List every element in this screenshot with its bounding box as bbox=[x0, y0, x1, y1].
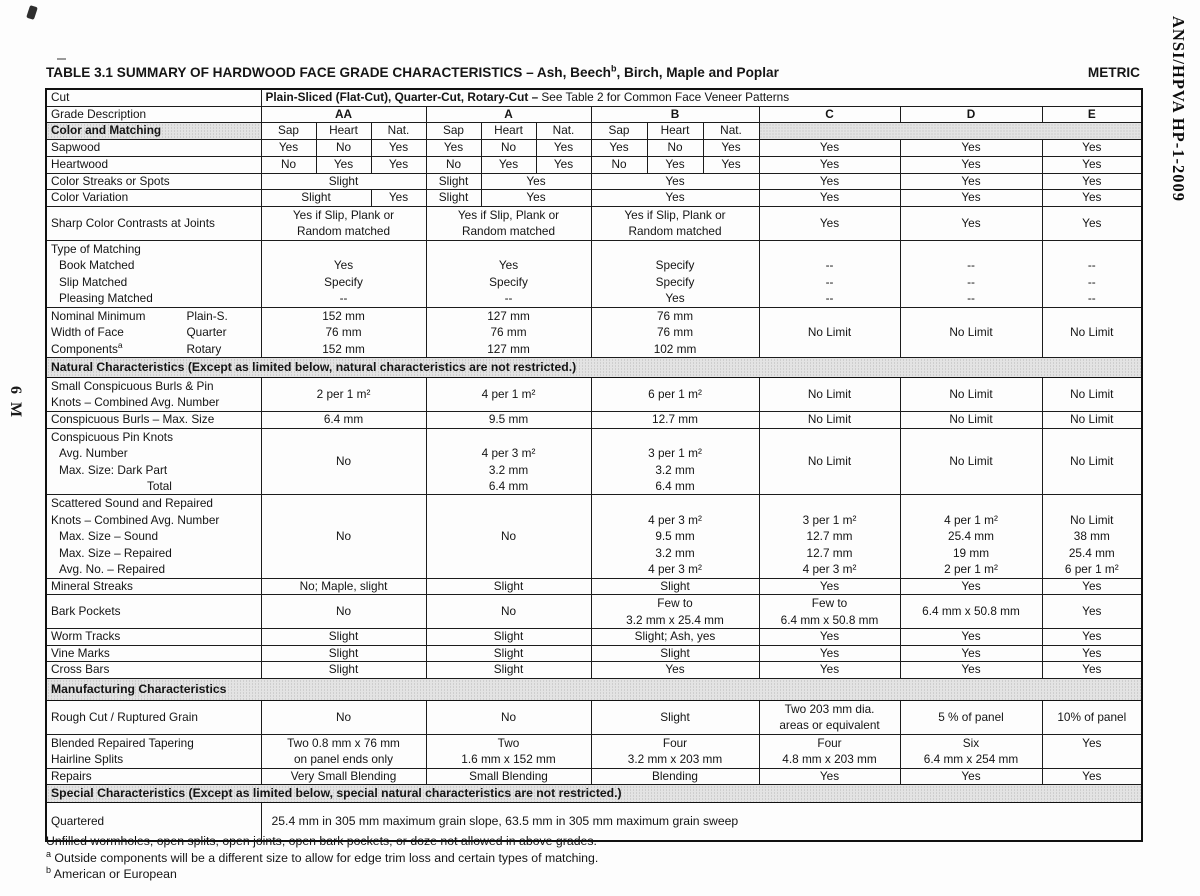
cell: Yes bbox=[371, 140, 426, 157]
row-label: Mineral Streaks bbox=[46, 578, 261, 595]
cell: Yes bbox=[371, 190, 426, 207]
cell: Yes bbox=[1042, 578, 1142, 595]
cell: Yes Specify -- bbox=[261, 240, 426, 307]
cell: Yes bbox=[900, 768, 1042, 785]
row-label: Small Conspicuous Burls & Pin Knots – Combined Avg. Number bbox=[46, 378, 261, 412]
cell: Yes bbox=[481, 190, 591, 207]
cell: No bbox=[261, 495, 426, 578]
cell: 10% of panel bbox=[1042, 701, 1142, 735]
cell: -- -- -- bbox=[759, 240, 900, 307]
cell: Yes bbox=[703, 156, 759, 173]
cell: Yes bbox=[647, 156, 703, 173]
row-label: Color Variation bbox=[46, 190, 261, 207]
subcol-header: Nat. bbox=[371, 123, 426, 140]
cell: 4 per 1 m² bbox=[426, 378, 591, 412]
section-header: Special Characteristics (Except as limited below, special natural characteristics are not restricted.) bbox=[46, 785, 1142, 803]
cell: Two 1.6 mm x 152 mm bbox=[426, 734, 591, 768]
row-sharp-color-contrasts bbox=[46, 207, 1142, 241]
row-label: Blended Repaired Tapering Hairline Splits bbox=[46, 734, 261, 768]
cell: Yes bbox=[1042, 190, 1142, 207]
cell: Yes bbox=[536, 156, 591, 173]
row-heartwood bbox=[46, 156, 1142, 173]
row-label: Quartered bbox=[46, 803, 261, 841]
row-label: Conspicuous Burls – Max. Size bbox=[46, 411, 261, 428]
cell: Yes bbox=[900, 156, 1042, 173]
row-conspicuous-burls-max bbox=[46, 411, 1142, 428]
cell: Yes bbox=[900, 140, 1042, 157]
row-label: Repairs bbox=[46, 768, 261, 785]
row-small-burls-pin-knots bbox=[46, 378, 1142, 412]
cell: 76 mm 76 mm 102 mm bbox=[591, 307, 759, 357]
cell: Few to 6.4 mm x 50.8 mm bbox=[759, 595, 900, 629]
cell: 3 per 1 m² 12.7 mm 12.7 mm 4 per 3 m² bbox=[759, 495, 900, 578]
cell: No Limit bbox=[759, 378, 900, 412]
page-number-sidebar: 6 M bbox=[7, 386, 24, 420]
cell: No bbox=[426, 701, 591, 735]
section-natural-characteristics bbox=[46, 358, 1142, 378]
cell: Yes bbox=[1042, 207, 1142, 241]
cell: No Limit bbox=[759, 411, 900, 428]
row-scattered-repaired-knots bbox=[46, 495, 1142, 578]
cell: Slight bbox=[426, 173, 481, 190]
row-label: Heartwood bbox=[46, 156, 261, 173]
cell: 152 mm 76 mm 152 mm bbox=[261, 307, 426, 357]
cell: Yes bbox=[591, 662, 759, 679]
row-label: Cross Bars bbox=[46, 662, 261, 679]
cell: Slight bbox=[426, 662, 591, 679]
row-label: Bark Pockets bbox=[46, 595, 261, 629]
row-conspicuous-pin-knots bbox=[46, 428, 1142, 495]
row-label: Color Streaks or Spots bbox=[46, 173, 261, 190]
row-nominal-minimum-width bbox=[46, 307, 1142, 357]
cell: Yes bbox=[759, 629, 900, 646]
section-special-characteristics bbox=[46, 785, 1142, 803]
row-cross-bars bbox=[46, 662, 1142, 679]
cell: No bbox=[481, 140, 536, 157]
cell: Yes bbox=[1042, 156, 1142, 173]
cell: 127 mm 76 mm 127 mm bbox=[426, 307, 591, 357]
cell: Slight bbox=[426, 629, 591, 646]
cell: No; Maple, slight bbox=[261, 578, 426, 595]
row-type-of-matching bbox=[46, 240, 1142, 307]
cell: Yes bbox=[759, 662, 900, 679]
cell: No Limit bbox=[900, 307, 1042, 357]
cell: -- -- -- bbox=[1042, 240, 1142, 307]
cell: No bbox=[316, 140, 371, 157]
cell: Yes bbox=[900, 578, 1042, 595]
cell: Yes bbox=[591, 173, 759, 190]
cell: 6 per 1 m² bbox=[591, 378, 759, 412]
cell: No bbox=[426, 495, 591, 578]
cell: Yes bbox=[759, 173, 900, 190]
cell: Yes bbox=[759, 578, 900, 595]
row-worm-tracks bbox=[46, 629, 1142, 646]
cell: Yes bbox=[1042, 662, 1142, 679]
footnote-a: $^a$ Outside components will be a different size to allow for edge trim loss and certain types of matching. bbox=[46, 848, 599, 865]
cell: Slight bbox=[261, 173, 426, 190]
cell: Yes if Slip, Plank or Random matched bbox=[426, 207, 591, 241]
cell: 4 per 1 m² 25.4 mm 19 mm 2 per 1 m² bbox=[900, 495, 1042, 578]
cell: Slight bbox=[591, 701, 759, 735]
subcol-header: Heart bbox=[647, 123, 703, 140]
cell: No bbox=[426, 156, 481, 173]
section-label-color-matching: Color and Matching bbox=[46, 123, 261, 140]
subcol-header: Nat. bbox=[703, 123, 759, 140]
cell: Yes bbox=[703, 140, 759, 157]
subcol-header: Sap bbox=[426, 123, 481, 140]
subcol-header: Nat. bbox=[536, 123, 591, 140]
cell: No bbox=[591, 156, 647, 173]
cell: No Limit bbox=[900, 428, 1042, 495]
scan-artifact bbox=[26, 5, 38, 20]
cell: No bbox=[261, 701, 426, 735]
cell: Yes if Slip, Plank or Random matched bbox=[591, 207, 759, 241]
row-label: Grade Description bbox=[46, 106, 261, 123]
cell: Two 0.8 mm x 76 mm on panel ends only bbox=[261, 734, 426, 768]
row-color-and-matching bbox=[46, 123, 1142, 140]
row-label: Rough Cut / Ruptured Grain bbox=[46, 701, 261, 735]
row-label: Sapwood bbox=[46, 140, 261, 157]
row-rough-cut bbox=[46, 701, 1142, 735]
grade-aa: AA bbox=[261, 106, 426, 123]
cell: No Limit bbox=[900, 411, 1042, 428]
cell: Yes bbox=[1042, 140, 1142, 157]
cell: Yes bbox=[1042, 645, 1142, 662]
cell: 25.4 mm in 305 mm maximum grain slope, 63.5 mm in 305 mm maximum grain sweep bbox=[261, 803, 1142, 841]
cell: No bbox=[261, 156, 316, 173]
table-title: TABLE 3.1 SUMMARY OF HARDWOOD FACE GRADE CHARACTERISTICS – Ash, Beech$^b$, Birch, Maple and Poplar bbox=[46, 63, 779, 80]
row-label: Cut bbox=[46, 89, 261, 106]
cell: No bbox=[261, 595, 426, 629]
cell: No Limit bbox=[759, 428, 900, 495]
cell: Yes bbox=[1042, 629, 1142, 646]
metric-label: METRIC bbox=[1087, 65, 1140, 80]
grade-e: E bbox=[1042, 106, 1142, 123]
row-hairline-splits bbox=[46, 734, 1142, 768]
cell: No Limit bbox=[759, 307, 900, 357]
cell: Yes bbox=[759, 140, 900, 157]
cell: No Limit bbox=[1042, 378, 1142, 412]
cell: Yes bbox=[759, 190, 900, 207]
cut-value: Plain-Sliced (Flat-Cut), Quarter-Cut, Rotary-Cut – See Table 2 for Common Face Veneer Patterns bbox=[261, 89, 1142, 106]
footnote-b: $^b$ American or European bbox=[46, 864, 177, 881]
cell: 2 per 1 m² bbox=[261, 378, 426, 412]
cell: Yes bbox=[316, 156, 371, 173]
cell: Yes bbox=[426, 140, 481, 157]
row-color-variation bbox=[46, 190, 1142, 207]
grade-a: A bbox=[426, 106, 591, 123]
cell: Yes bbox=[1042, 768, 1142, 785]
cell: No bbox=[261, 428, 426, 495]
cell: Four 4.8 mm x 203 mm bbox=[759, 734, 900, 768]
cell: No Limit bbox=[1042, 428, 1142, 495]
cell: Yes bbox=[371, 156, 426, 173]
cell: Yes Specify -- bbox=[426, 240, 591, 307]
cell: Yes bbox=[900, 629, 1042, 646]
cell: Small Blending bbox=[426, 768, 591, 785]
cell: No bbox=[647, 140, 703, 157]
row-label: Worm Tracks bbox=[46, 629, 261, 646]
section-header: Manufacturing Characteristics bbox=[46, 679, 1142, 701]
row-label: Conspicuous Pin Knots Avg. Number Max. Size: Dark Part Total bbox=[46, 428, 261, 495]
row-bark-pockets bbox=[46, 595, 1142, 629]
cell: Six 6.4 mm x 254 mm bbox=[900, 734, 1042, 768]
cell: Yes bbox=[481, 156, 536, 173]
subcol-header: Sap bbox=[261, 123, 316, 140]
row-label: Type of Matching Book Matched Slip Matched Pleasing Matched bbox=[46, 240, 261, 307]
row-mineral-streaks bbox=[46, 578, 1142, 595]
cell: Slight; Ash, yes bbox=[591, 629, 759, 646]
cell: Yes bbox=[900, 207, 1042, 241]
cell: Yes bbox=[261, 140, 316, 157]
row-grade-description bbox=[46, 106, 1142, 123]
grade-c: C bbox=[759, 106, 900, 123]
footnote-marker-a: a bbox=[117, 339, 123, 350]
cell: Yes bbox=[759, 207, 900, 241]
grade-b: B bbox=[591, 106, 759, 123]
section-manufacturing-characteristics bbox=[46, 679, 1142, 701]
cell: 9.5 mm bbox=[426, 411, 591, 428]
row-label: Scattered Sound and Repaired Knots – Combined Avg. Number Max. Size – Sound Max. Size – Repaired Avg. No. – Repaired bbox=[46, 495, 261, 578]
row-cut bbox=[46, 89, 1142, 106]
cell: No Limit 38 mm 25.4 mm 6 per 1 m² bbox=[1042, 495, 1142, 578]
cell: Yes bbox=[900, 662, 1042, 679]
subcol-header: Heart bbox=[481, 123, 536, 140]
cell: No Limit bbox=[1042, 307, 1142, 357]
cell: Blending bbox=[591, 768, 759, 785]
cell: Very Small Blending bbox=[261, 768, 426, 785]
row-label: Vine Marks bbox=[46, 645, 261, 662]
cell: Yes bbox=[900, 173, 1042, 190]
table-title-row bbox=[46, 65, 1140, 80]
subcol-header: Heart bbox=[316, 123, 371, 140]
grade-d: D bbox=[900, 106, 1042, 123]
cell: Slight bbox=[261, 662, 426, 679]
cell: 5 % of panel bbox=[900, 701, 1042, 735]
row-repairs bbox=[46, 768, 1142, 785]
cell: Slight bbox=[261, 629, 426, 646]
cell: Yes bbox=[591, 140, 647, 157]
cell: Yes bbox=[1042, 734, 1142, 768]
cell: No Limit bbox=[900, 378, 1042, 412]
cell: 12.7 mm bbox=[591, 411, 759, 428]
cell: Yes bbox=[759, 768, 900, 785]
cell: 4 per 3 m² 9.5 mm 3.2 mm 4 per 3 m² bbox=[591, 495, 759, 578]
section-header: Natural Characteristics (Except as limited below, natural characteristics are not restricted.) bbox=[46, 358, 1142, 378]
cell: Yes bbox=[900, 645, 1042, 662]
shaded-span bbox=[759, 123, 1142, 140]
cell: Slight bbox=[261, 645, 426, 662]
cell: 6.4 mm x 50.8 mm bbox=[900, 595, 1042, 629]
footnotes bbox=[46, 833, 1146, 883]
cell: Yes bbox=[900, 190, 1042, 207]
hardwood-grade-table bbox=[45, 88, 1143, 842]
cell: Slight bbox=[591, 578, 759, 595]
cell: Yes bbox=[481, 173, 591, 190]
cell: Four 3.2 mm x 203 mm bbox=[591, 734, 759, 768]
cell: -- -- -- bbox=[900, 240, 1042, 307]
cell: No Limit bbox=[1042, 411, 1142, 428]
cell: 3 per 1 m² 3.2 mm 6.4 mm bbox=[591, 428, 759, 495]
cell: Slight bbox=[426, 578, 591, 595]
scan-artifact bbox=[57, 58, 66, 60]
cell: Specify Specify Yes bbox=[591, 240, 759, 307]
cell: Few to 3.2 mm x 25.4 mm bbox=[591, 595, 759, 629]
cell: Yes bbox=[1042, 173, 1142, 190]
cell: Yes bbox=[759, 156, 900, 173]
cell: No bbox=[426, 595, 591, 629]
cell: Slight bbox=[261, 190, 371, 207]
cell: Slight bbox=[591, 645, 759, 662]
standard-number-sidebar: ANSI/HPVA HP-1-2009 bbox=[1169, 16, 1188, 202]
row-color-streaks bbox=[46, 173, 1142, 190]
cell: Yes bbox=[591, 190, 759, 207]
cell: 6.4 mm bbox=[261, 411, 426, 428]
row-sapwood bbox=[46, 140, 1142, 157]
row-label: Nominal Minimum Width of Face Components$^a$ Plain-S. Quarter Rotary bbox=[46, 307, 261, 357]
cell: Yes bbox=[759, 645, 900, 662]
footnote-general: Unfilled wormholes, open splits, open joints, open bark pockets, or doze not allowed in above grades. bbox=[46, 834, 597, 848]
subcol-header: Sap bbox=[591, 123, 647, 140]
footnote-marker-b: b bbox=[610, 63, 617, 74]
cell: Yes bbox=[536, 140, 591, 157]
cell: 4 per 3 m² 3.2 mm 6.4 mm bbox=[426, 428, 591, 495]
cell: Yes bbox=[1042, 595, 1142, 629]
row-vine-marks bbox=[46, 645, 1142, 662]
cell: Two 203 mm dia. areas or equivalent bbox=[759, 701, 900, 735]
cell: Slight bbox=[426, 190, 481, 207]
cell: Yes if Slip, Plank or Random matched bbox=[261, 207, 426, 241]
row-label: Sharp Color Contrasts at Joints bbox=[46, 207, 261, 241]
cell: Slight bbox=[426, 645, 591, 662]
